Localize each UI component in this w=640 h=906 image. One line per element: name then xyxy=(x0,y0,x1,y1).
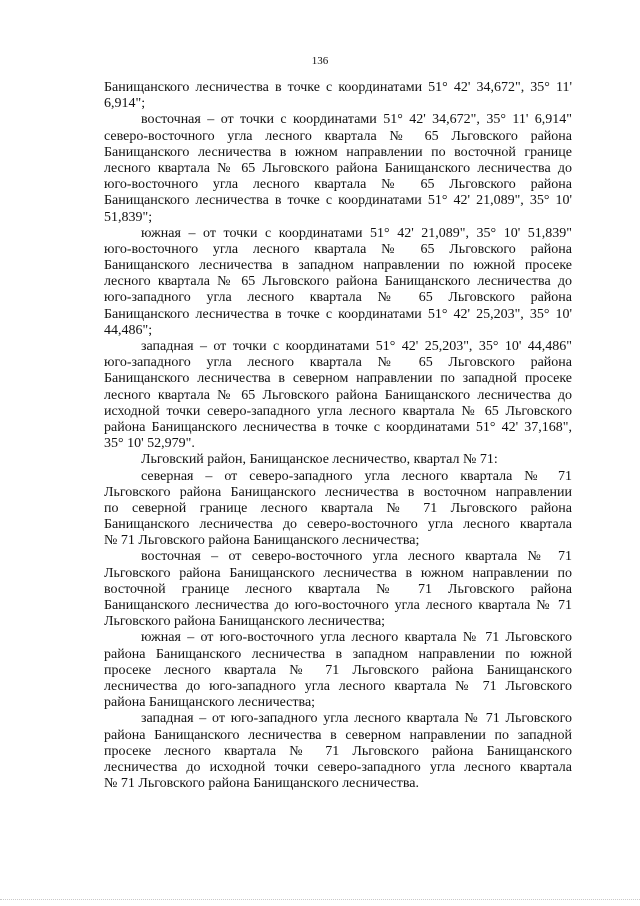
text-line: лесного квартала № 65 Льговского района Банищанского лесничества до xyxy=(104,160,572,176)
text-line: Льговского района Банищанского лесничества; xyxy=(104,614,386,630)
text-line: Банищанского лесничества до юго-восточного угла лесного квартала № 71 xyxy=(104,598,572,613)
text-line: № 71 Льговского района Банищанского лесничества; xyxy=(104,533,420,549)
text-line: 35° 10' 52,979". xyxy=(104,436,195,452)
text-line: просеке лесного квартала № 71 Льговского района Банищанского xyxy=(104,662,572,678)
text-line: лесного квартала № 65 Льговского района Банищанского лесничества до xyxy=(104,387,572,403)
text-line: исходной точки северо-западного угла лесного квартала № 65 Льговского xyxy=(104,403,572,419)
text-line: района Банищанского лесничества; xyxy=(104,695,316,711)
page-number: 136 xyxy=(311,55,329,67)
text-line: юго-восточного угла лесного квартала № 65 Льговского района xyxy=(104,241,572,257)
text-line: лесного квартала № 65 Льговского района Банищанского лесничества до xyxy=(104,274,572,290)
text-line: восточная – от северо-восточного угла лесного квартала № 71 xyxy=(141,549,572,565)
text-line: Банищанского лесничества в северном направлении по западной просеке xyxy=(104,371,572,387)
document-body xyxy=(104,80,572,792)
text-line: южная – от точки с координатами 51° 42' 21,089", 35° 10' 51,839" xyxy=(141,225,572,241)
text-line: района Банищанского лесничества в точке с координатами 51° 42' 37,168", xyxy=(104,419,572,435)
text-line: юго-западного угла лесного квартала № 65 Льговского района xyxy=(104,290,572,306)
text-line: Льговского района Банищанского лесничества в южном направлении по xyxy=(104,565,572,581)
text-line: Банищанского лесничества до северо-восточного угла лесного квартала xyxy=(104,517,572,533)
text-line: западная – от юго-западного угла лесного квартала № 71 Льговского xyxy=(141,711,572,727)
text-line: района Банищанского лесничества в западном направлении по южной xyxy=(104,646,572,662)
text-line: просеке лесного квартала № 71 Льговского района Банищанского xyxy=(104,743,572,759)
text-line: Льговского района Банищанского лесничества в восточном направлении xyxy=(104,484,572,500)
text-line: южная – от юго-восточного угла лесного квартала № 71 Льговского xyxy=(141,630,572,646)
text-line: западная – от точки с координатами 51° 42' 25,203", 35° 10' 44,486" xyxy=(141,339,572,354)
text-line: 6,914"; xyxy=(104,96,146,112)
text-line: восточной границе лесного квартала № 71 Льговского района xyxy=(104,581,572,597)
text-line: северо-восточного угла лесного квартала № 65 Льговского района xyxy=(104,128,572,144)
text-line: юго-восточного угла лесного квартала № 65 Льговского района xyxy=(104,177,572,193)
text-line: № 71 Льговского района Банищанского лесничества. xyxy=(104,776,420,792)
text-line: лесничества до юго-западного угла лесного квартала № 71 Льговского xyxy=(104,678,572,694)
text-line: северная – от северо-западного угла лесного квартала № 71 xyxy=(141,468,572,484)
text-line: 44,486"; xyxy=(104,322,153,338)
text-line: по северной границе лесного квартала № 71 Льговского района xyxy=(104,500,572,516)
text-line: района Банищанского лесничества в северном направлении по западной xyxy=(104,727,572,743)
text-line: юго-западного угла лесного квартала № 65 Льговского района xyxy=(104,355,572,371)
text-line: Льговский район, Банищанское лесничество, квартал № 71: xyxy=(141,452,498,468)
text-line: Банищанского лесничества в точке с координатами 51° 42' 34,672", 35° 11' xyxy=(104,80,572,95)
text-line: Банищанского лесничества в западном направлении по южной просеке xyxy=(104,258,572,274)
text-line: 51,839"; xyxy=(104,209,153,225)
text-line: Банищанского лесничества в южном направлении по восточной границе xyxy=(104,144,572,160)
text-line: Банищанского лесничества в точке с координатами 51° 42' 21,089", 35° 10' xyxy=(104,193,572,209)
text-line: восточная – от точки с координатами 51° 42' 34,672", 35° 11' 6,914" xyxy=(141,112,572,128)
text-line: Банищанского лесничества в точке с координатами 51° 42' 25,203", 35° 10' xyxy=(104,306,572,322)
text-line: лесничества до исходной точки северо-западного угла лесного квартала xyxy=(104,759,572,775)
